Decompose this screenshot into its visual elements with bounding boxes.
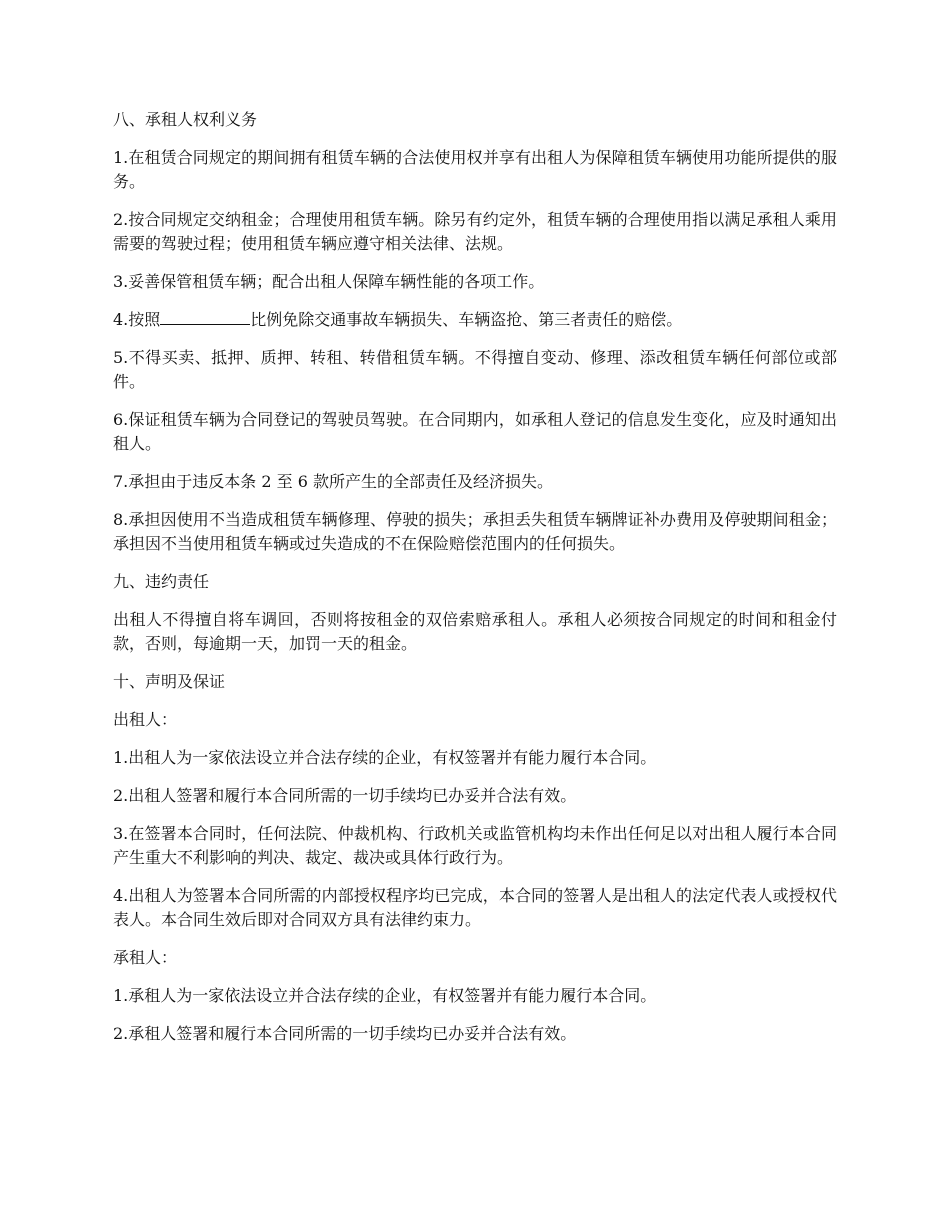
document-page bbox=[113, 108, 837, 1060]
lessor-clause-3: 3.在签署本合同时，任何法院、仲裁机构、行政机关或监管机构均未作出任何足以对出租人履行本合同产生重大不利影响的判决、裁定、裁决或具体行政行为。 bbox=[113, 824, 837, 867]
clause-9-body: 出租人不得擅自将车调回，否则将按租金的双倍索赔承租人。承租人必须按合同规定的时间和租金付款，否则，每逾期一天，加罚一天的租金。 bbox=[113, 610, 837, 653]
section-heading-8: 八、承租人权利义务 bbox=[113, 110, 258, 129]
lessee-label: 承租人： bbox=[113, 948, 178, 967]
clause-8-4-prefix: 4.按照 bbox=[113, 310, 161, 329]
clause-8-3: 3.妥善保管租赁车辆；配合出租人保障车辆性能的各项工作。 bbox=[113, 272, 545, 291]
fill-in-blank[interactable] bbox=[160, 308, 250, 325]
lessee-clause-2: 2.承租人签署和履行本合同所需的一切手续均已办妥并合法有效。 bbox=[113, 1024, 577, 1043]
clause-8-2: 2.按合同规定交纳租金；合理使用租赁车辆。除另有约定外，租赁车辆的合理使用指以满足承租人乘用需要的驾驶过程；使用租赁车辆应遵守相关法律、法规。 bbox=[113, 210, 837, 253]
clause-8-7: 7.承担由于违反本条 2 至 6 款所产生的全部责任及经济损失。 bbox=[113, 472, 553, 491]
lessor-clause-4: 4.出租人为签署本合同所需的内部授权程序均已完成，本合同的签署人是出租人的法定代表人或授权代表人。本合同生效后即对合同双方具有法律约束力。 bbox=[113, 886, 837, 929]
section-heading-10: 十、声明及保证 bbox=[113, 672, 226, 691]
lessor-label: 出租人： bbox=[113, 710, 178, 729]
clause-8-4-suffix: 比例免除交通事故车辆损失、车辆盗抢、第三者责任的赔偿。 bbox=[250, 310, 683, 329]
lessor-clause-2: 2.出租人签署和履行本合同所需的一切手续均已办妥并合法有效。 bbox=[113, 786, 577, 805]
clause-8-1: 1.在租赁合同规定的期间拥有租赁车辆的合法使用权并享有出租人为保障租赁车辆使用功能所提供的服务。 bbox=[113, 148, 837, 191]
clause-8-6: 6.保证租赁车辆为合同登记的驾驶员驾驶。在合同期内，如承租人登记的信息发生变化，应及时通知出租人。 bbox=[113, 410, 837, 453]
clause-8-5: 5.不得买卖、抵押、质押、转租、转借租赁车辆。不得擅自变动、修理、添改租赁车辆任何部位或部件。 bbox=[113, 348, 837, 391]
lessee-clause-1: 1.承租人为一家依法设立并合法存续的企业，有权签署并有能力履行本合同。 bbox=[113, 986, 657, 1005]
clause-8-4 bbox=[113, 308, 837, 332]
clause-8-8: 8.承担因使用不当造成租赁车辆修理、停驶的损失；承担丢失租赁车辆牌证补办费用及停驶期间租金；承担因不当使用租赁车辆或过失造成的不在保险赔偿范围内的任何损失。 bbox=[113, 510, 837, 553]
lessor-clause-1: 1.出租人为一家依法设立并合法存续的企业，有权签署并有能力履行本合同。 bbox=[113, 748, 657, 767]
section-heading-9: 九、违约责任 bbox=[113, 572, 210, 591]
